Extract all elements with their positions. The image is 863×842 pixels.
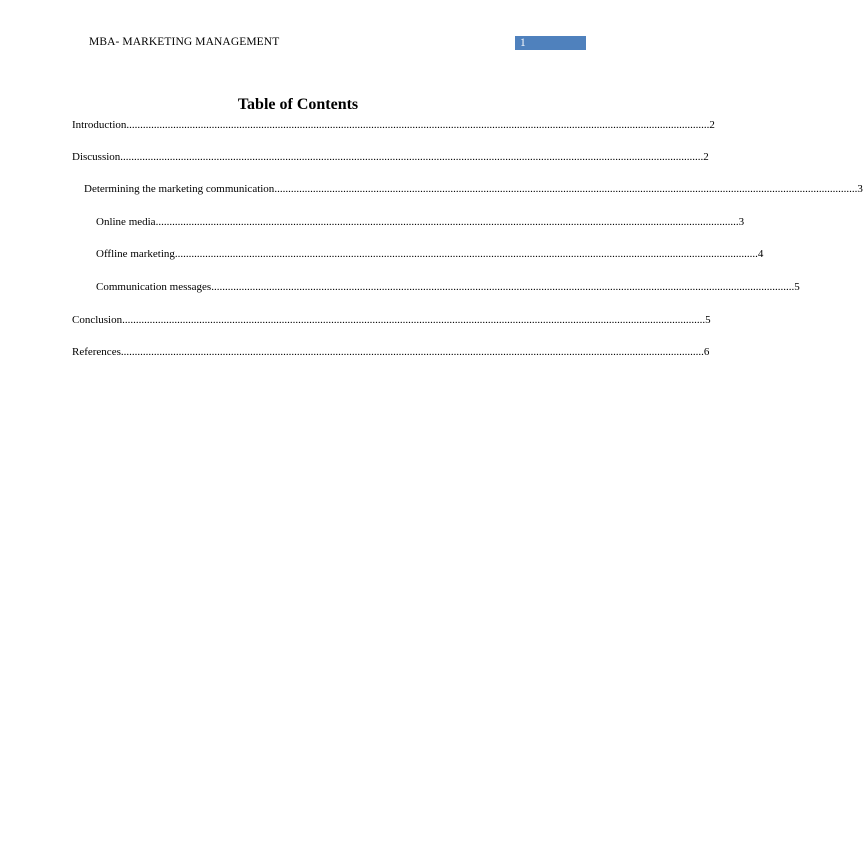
toc-entry-offline-marketing[interactable] [96, 247, 764, 261]
toc-title: Table of Contents [237, 96, 359, 113]
toc-entry-online-media[interactable] [96, 215, 745, 229]
toc-entry-page: 6 [703, 346, 710, 358]
page-number: 1 [520, 37, 526, 49]
toc-entry-label: Determining the marketing communication [84, 183, 275, 195]
toc-entry-page: 3 [857, 183, 863, 195]
toc-entry-determining-marketing-communication[interactable] [84, 182, 863, 196]
toc-entry-label: Conclusion [72, 314, 123, 326]
toc-dot-leader: .................................................................................................................................................................................................................... [122, 314, 706, 326]
toc-entry-page: 5 [794, 281, 800, 293]
toc-entry-label: Online media [96, 216, 156, 228]
toc-entry-communication-messages[interactable] [96, 280, 800, 294]
page-number-badge [515, 36, 586, 50]
toc-entry-label: Communication messages [96, 281, 212, 293]
toc-entry-page: 2 [709, 119, 715, 131]
running-header-title: MBA- MARKETING MANAGEMENT [89, 36, 280, 48]
toc-entry-conclusion[interactable] [72, 313, 711, 327]
toc-dot-leader: .................................................................................................................................................................................................................... [126, 119, 710, 131]
toc-dot-leader: .................................................................................................................................................................................................................... [274, 183, 858, 195]
toc-entry-introduction[interactable] [72, 118, 715, 132]
toc-dot-leader: .................................................................................................................................................................................................................... [211, 281, 795, 293]
toc-dot-leader: .................................................................................................................................................................................................................... [120, 151, 704, 163]
toc-entry-page: 4 [757, 248, 764, 260]
toc-dot-leader: .................................................................................................................................................................................................................... [120, 346, 704, 358]
toc-entry-label: References [72, 346, 121, 358]
toc-entry-label: Discussion [72, 151, 121, 163]
toc-dot-leader: .................................................................................................................................................................................................................... [155, 216, 739, 228]
toc-entry-label: Offline marketing [96, 248, 175, 260]
toc-entry-page: 5 [705, 314, 711, 326]
toc-entry-label: Introduction [72, 119, 127, 131]
toc-entry-references[interactable] [72, 345, 710, 359]
toc-dot-leader: .................................................................................................................................................................................................................... [174, 248, 758, 260]
toc-entry-discussion[interactable] [72, 150, 709, 164]
toc-entry-page: 3 [738, 216, 745, 228]
toc-entry-page: 2 [703, 151, 709, 163]
